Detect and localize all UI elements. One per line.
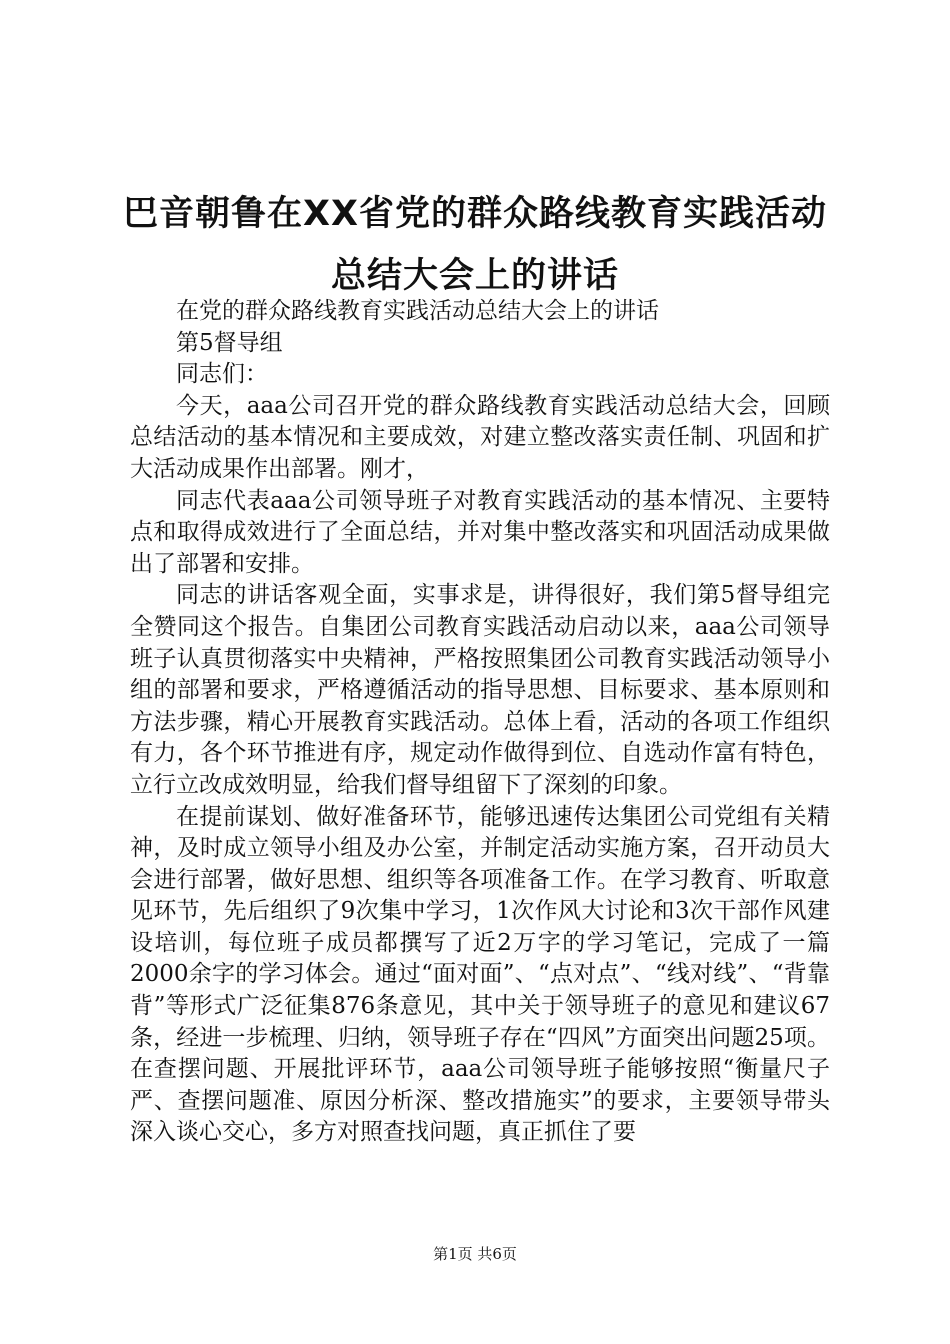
paragraph: 同志代表aaa公司领导班子对教育实践活动的基本情况、主要特点和取得成效进行了全面总结，并对集中整改落实和巩固活动成果做出了部署和安排。 bbox=[130, 487, 830, 577]
paragraph-salutation: 同志们： bbox=[176, 361, 268, 388]
paragraph: 同志的讲话客观全面，实事求是，讲得很好，我们第5督导组完全赞同这个报告。自集团公司教育实践活动启动以来，aaa公司领导班子认真贯彻落实中央精神，严格按照集团公司教育实践活动领导小组的部署和要求，严格遵循活动的指导思想、目标要求、基本原则和方法步骤，精心开展教育实践活动。总体上看，活动的各项工作组织有力，各个环节推进有序，规定动作做得到位、自选动作富有特色，立行立改成效明显，给我们督导组留下了深刻的印象。 bbox=[130, 582, 830, 798]
paragraph-subtitle: 在党的群众路线教育实践活动总结大会上的讲话 bbox=[176, 298, 659, 324]
paragraph: 今天，aaa公司召开党的群众路线教育实践活动总结大会，回顾总结活动的基本情况和主要成效，对建立整改落实责任制、巩固和扩大活动成果作出部署。刚才， bbox=[130, 392, 830, 482]
paragraph: 在提前谋划、做好准备环节，能够迅速传达集团公司党组有关精神，及时成立领导小组及办公室，并制定活动实施方案，召开动员大会进行部署，做好思想、组织等各项准备工作。在学习教育、听取意见环节，先后组织了9次集中学习，1次作风大讨论和3次干部作风建设培训，每位班子成员都撰写了近2万字的学习笔记，完成了一篇2000余字的学习体会。通过“面对面”、“点对点”、“线对线”、“背靠背”等形式广泛征集876条意见，其中关于领导班子的意见和建议67条，经进一步梳理、归纳，领导班子存在“四风”方面突出问题25项。在查摆问题、开展批评环节，aaa公司领导班子能够按照“衡量尺子严、查摆问题准、原因分析深、整改措施实”的要求，主要领导带头深入谈心交心，多方对照查找问题，真正抓住了要 bbox=[130, 803, 830, 1146]
paragraph-group: 第5督导组 bbox=[176, 329, 283, 356]
document-title-line-2: 总结大会上的讲话 bbox=[330, 256, 619, 296]
document-body bbox=[130, 296, 830, 1149]
document-title-line-1: 巴音朝鲁在XX省党的群众路线教育实践活动 bbox=[123, 194, 827, 234]
page-number-footer: 第1页 共6页 bbox=[433, 1245, 517, 1263]
